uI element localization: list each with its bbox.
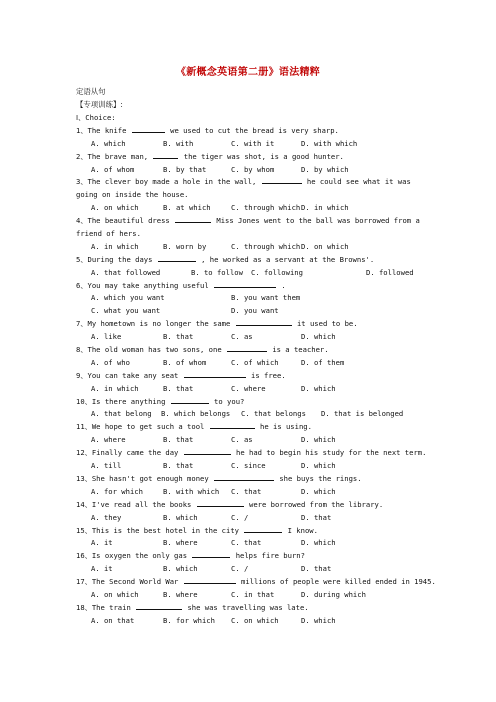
question-text-before: You can take any seat xyxy=(87,370,183,380)
question-stem xyxy=(76,602,422,615)
question-continuation: going on inside the house. xyxy=(76,190,189,200)
question-text-before: My hometown is no longer the same xyxy=(87,319,235,329)
answer-option[interactable]: B. that xyxy=(163,461,194,471)
answer-blank[interactable] xyxy=(227,344,267,352)
answer-option[interactable]: B. you want them xyxy=(231,293,301,303)
answer-option[interactable]: D. which xyxy=(301,615,336,625)
question-text-before: The knife xyxy=(87,125,131,135)
answer-blank[interactable] xyxy=(214,473,274,481)
answer-blank[interactable] xyxy=(197,499,244,507)
answer-blank[interactable] xyxy=(171,396,209,404)
question-stem xyxy=(76,576,436,589)
answer-options xyxy=(76,615,422,628)
answer-options xyxy=(76,305,422,318)
question-text-before: I've read all the books xyxy=(91,499,196,509)
question-text-before: This is the best hotel in the city xyxy=(91,525,244,535)
answer-options xyxy=(76,408,422,421)
question-text-after: to you? xyxy=(209,396,245,406)
answer-option[interactable]: B. where xyxy=(163,589,198,599)
question-text-after: we used to cut the bread is very sharp. xyxy=(165,125,339,135)
answer-option[interactable]: B. of whom xyxy=(163,357,207,367)
question-number: 3、 xyxy=(76,177,88,187)
answer-option[interactable]: D. of them xyxy=(301,357,345,367)
answer-option[interactable]: A. like xyxy=(91,332,122,342)
question-number: 2、 xyxy=(76,151,88,161)
question-stem xyxy=(76,344,422,357)
answer-option[interactable]: D. on which xyxy=(301,241,349,251)
question-number: 13、 xyxy=(76,473,92,483)
question-text-after: the tiger was shot, is a good hunter. xyxy=(179,151,344,161)
question-number: 14、 xyxy=(76,499,92,509)
question-text-after: is free. xyxy=(246,370,286,380)
question-stem xyxy=(76,550,422,563)
question-text-before: Is there anything xyxy=(91,396,170,406)
answer-option[interactable]: D. which xyxy=(301,332,336,342)
question-text-after: he is using. xyxy=(255,422,312,432)
question-number: 8、 xyxy=(76,345,88,355)
question-text-after: helps fire burn? xyxy=(231,551,305,561)
answer-option[interactable]: D. which xyxy=(301,383,336,393)
answer-option[interactable]: C. on which xyxy=(231,615,279,625)
question-text-after: I know. xyxy=(283,525,318,535)
question-text-after: it used to be. xyxy=(292,319,358,329)
answer-options xyxy=(76,537,422,550)
question-text-after: , he worked as a servant at the Browns'. xyxy=(196,254,375,264)
answer-blank[interactable] xyxy=(136,602,182,610)
question-text-before: She hasn't got enough money xyxy=(91,473,214,483)
question-text-after: she buys the rings. xyxy=(275,473,362,483)
answer-option[interactable]: A. which xyxy=(91,138,126,148)
answer-option[interactable]: A. on which xyxy=(91,203,139,213)
answer-blank[interactable] xyxy=(175,215,211,223)
answer-option[interactable]: B. with xyxy=(163,138,194,148)
answer-blank[interactable] xyxy=(184,370,246,378)
question-stem xyxy=(76,215,422,228)
answer-option[interactable]: C. as xyxy=(231,435,253,445)
answer-option[interactable]: C. with it xyxy=(231,138,275,148)
answer-option[interactable]: B. that xyxy=(163,383,194,393)
answer-option[interactable]: D. which xyxy=(301,461,336,471)
answer-option[interactable]: A. on which xyxy=(91,589,139,599)
answer-option[interactable]: C. of which xyxy=(231,357,279,367)
question-text-after: he had to begin his study for the next term. xyxy=(231,448,427,458)
answer-option[interactable]: C. through which xyxy=(231,241,301,251)
question-number: 16、 xyxy=(76,551,92,561)
answer-option[interactable]: B. which belongs xyxy=(161,409,231,419)
question-text-before: The brave man, xyxy=(87,151,153,161)
section-label: 【专项训练】: xyxy=(76,100,123,109)
answer-option[interactable]: B. where xyxy=(163,538,198,548)
question-number: 12、 xyxy=(76,448,92,458)
answer-options xyxy=(76,460,422,473)
question-text-before: You may take anything useful xyxy=(87,280,214,290)
question-stem xyxy=(76,318,422,331)
answer-option[interactable]: B. for which xyxy=(163,615,215,625)
question-text-after: is a teacher. xyxy=(268,345,329,355)
answer-options xyxy=(76,512,422,525)
question-number: 9、 xyxy=(76,370,88,380)
answer-option[interactable]: B. that xyxy=(163,435,194,445)
question-list xyxy=(76,112,436,628)
answer-blank[interactable] xyxy=(262,176,302,184)
answer-options xyxy=(76,331,422,344)
question-text-before: Is oxygen the only gas xyxy=(91,551,192,561)
answer-option[interactable]: B. at which xyxy=(163,203,211,213)
answer-option[interactable]: A. on that xyxy=(91,615,135,625)
answer-blank[interactable] xyxy=(184,447,231,455)
answer-options xyxy=(76,292,422,305)
answer-option[interactable]: D. by which xyxy=(301,164,349,174)
question-stem xyxy=(76,473,422,486)
question-number: 7、 xyxy=(76,319,88,329)
question-text-after: she was travelling was late. xyxy=(183,602,309,612)
answer-option[interactable]: C. by whom xyxy=(231,164,275,174)
question-text-after: millions of people were killed ended in 1945. xyxy=(236,577,436,587)
answer-option[interactable]: B. worn by xyxy=(163,241,207,251)
answer-option[interactable]: B. which xyxy=(163,512,198,522)
answer-options xyxy=(76,164,422,177)
answer-option[interactable]: A. of who xyxy=(91,357,130,367)
document-title: 《新概念英语第二册》语法精粹 xyxy=(175,67,321,78)
answer-option[interactable]: A. which you want xyxy=(91,293,165,303)
answer-option[interactable]: D. you want xyxy=(231,306,279,316)
question-stem xyxy=(76,421,422,434)
answer-options xyxy=(76,434,422,447)
answer-options xyxy=(76,241,422,254)
question-text-after: . xyxy=(277,280,286,290)
answer-option[interactable]: C. through which xyxy=(231,203,301,213)
question-number: 6、 xyxy=(76,280,88,290)
answer-option[interactable]: A. that followed xyxy=(91,267,161,277)
answer-option[interactable]: B. with which xyxy=(163,486,220,496)
answer-options xyxy=(76,202,422,215)
answer-blank[interactable] xyxy=(210,421,255,429)
question-text-before: The train xyxy=(91,602,136,612)
question-text-after: he could see what it was xyxy=(302,177,411,187)
answer-option[interactable]: C. that xyxy=(231,538,262,548)
answer-options xyxy=(76,486,422,499)
answer-option[interactable]: C. that xyxy=(231,486,262,496)
question-stem xyxy=(76,396,422,409)
answer-option[interactable]: A. for which xyxy=(91,486,143,496)
answer-option[interactable]: C. what you want xyxy=(91,306,161,316)
answer-options xyxy=(76,357,422,370)
answer-blank[interactable] xyxy=(214,280,276,288)
answer-option[interactable]: D. with which xyxy=(301,138,358,148)
question-stem xyxy=(76,370,422,383)
question-stem xyxy=(76,254,422,267)
question-text-before: We hope to get such a tool xyxy=(91,422,209,432)
question-stem xyxy=(76,280,422,293)
question-text-after: Miss Jones went to the ball was borrowed from a xyxy=(212,216,420,226)
answer-option[interactable]: B. which xyxy=(163,564,198,574)
answer-blank[interactable] xyxy=(184,576,236,584)
answer-option[interactable]: C. following xyxy=(251,267,303,277)
question-stem xyxy=(76,499,422,512)
question-text-before: Finally came the day xyxy=(91,448,183,458)
answer-option[interactable]: A. where xyxy=(91,435,126,445)
answer-option[interactable]: D. that xyxy=(301,564,332,574)
part-heading: Ⅰ、Choice: xyxy=(76,113,116,122)
answer-option[interactable]: D. that xyxy=(301,512,332,522)
question-stem xyxy=(76,447,427,460)
question-text-before: The clever boy made a hole in the wall, xyxy=(87,177,261,187)
answer-option[interactable]: C. as xyxy=(231,332,253,342)
answer-option[interactable]: A. of whom xyxy=(91,164,135,174)
answer-option[interactable]: D. that is belonged xyxy=(321,409,404,419)
answer-options xyxy=(76,563,422,576)
answer-option[interactable]: C. in that xyxy=(231,589,275,599)
answer-options xyxy=(76,383,422,396)
question-number: 1、 xyxy=(76,125,88,135)
answer-blank[interactable] xyxy=(236,318,292,326)
question-text-after: were borrowed from the library. xyxy=(244,499,384,509)
answer-option[interactable]: C. that belongs xyxy=(241,409,306,419)
question-stem xyxy=(76,151,422,164)
answer-option[interactable]: D. followed xyxy=(366,267,414,277)
answer-option[interactable]: A. they xyxy=(91,512,122,522)
answer-option[interactable]: B. that xyxy=(163,332,194,342)
answer-option[interactable]: A. till xyxy=(91,461,122,471)
answer-option[interactable]: D. which xyxy=(301,486,336,496)
question-number: 11、 xyxy=(76,422,92,432)
answer-blank[interactable] xyxy=(153,151,178,159)
answer-option[interactable]: C. / xyxy=(231,564,249,574)
answer-option[interactable]: D. which xyxy=(301,538,336,548)
answer-blank[interactable] xyxy=(192,550,230,558)
question-text-before: During the days xyxy=(87,254,157,264)
answer-blank[interactable] xyxy=(158,254,196,262)
answer-option[interactable]: A. it xyxy=(91,564,113,574)
answer-options xyxy=(76,138,422,151)
answer-blank[interactable] xyxy=(244,525,282,533)
question-stem xyxy=(76,176,422,189)
answer-option[interactable]: D. which xyxy=(301,435,336,445)
answer-option[interactable]: C. since xyxy=(231,461,266,471)
answer-option[interactable]: A. in which xyxy=(91,241,139,251)
question-number: 15、 xyxy=(76,525,92,535)
question-number: 18、 xyxy=(76,602,92,612)
answer-option[interactable]: C. / xyxy=(231,512,249,522)
question-text-before: The beautiful dress xyxy=(87,216,175,226)
answer-options xyxy=(76,589,422,602)
answer-blank[interactable] xyxy=(132,125,165,133)
question-stem xyxy=(76,125,422,138)
answer-option[interactable]: B. to follow xyxy=(191,267,243,277)
answer-option[interactable]: C. where xyxy=(231,383,266,393)
question-number: 17、 xyxy=(76,577,92,587)
question-continuation: friend of hers. xyxy=(76,229,141,239)
answer-option[interactable]: A. that belong xyxy=(91,409,152,419)
question-number: 5、 xyxy=(76,254,88,264)
answer-option[interactable]: A. in which xyxy=(91,383,139,393)
question-number: 4、 xyxy=(76,216,88,226)
question-text-before: The old woman has two sons, one xyxy=(87,345,226,355)
answer-option[interactable]: D. during which xyxy=(301,589,366,599)
question-stem xyxy=(76,525,422,538)
answer-option[interactable]: D. in which xyxy=(301,203,349,213)
answer-options xyxy=(76,267,422,280)
question-text-before: The Second World War xyxy=(91,577,183,587)
answer-option[interactable]: B. by that xyxy=(163,164,207,174)
topic-heading: 定语从句 xyxy=(76,87,106,96)
answer-option[interactable]: A. it xyxy=(91,538,113,548)
question-number: 10、 xyxy=(76,396,92,406)
